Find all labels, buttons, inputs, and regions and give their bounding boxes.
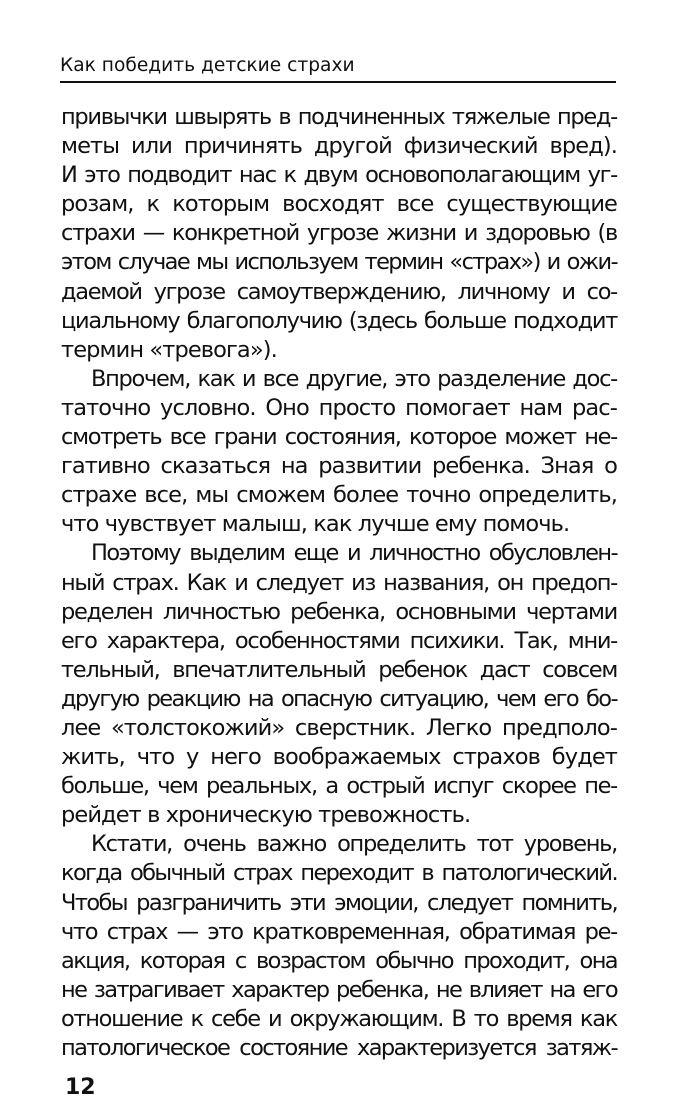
paragraph [61,365,617,540]
text-line: розам, к которым восходят все существующие [61,191,617,218]
page-number: 12 [65,1075,96,1100]
text-line: рейдет в хроническую тревожность. [61,802,471,829]
body-text [61,103,617,1063]
text-line: ный страх. Как и следует из названия, он предоп- [61,569,617,596]
text-line: ределен личностью ребенка, основными чертами [61,598,617,625]
text-line: больше, чем реальных, а острый испуг скорее пе- [61,773,617,800]
text-line: тельный, впечатлительный ребенок даст совсем [61,656,617,683]
text-line: И это подводит нас к двум основополагающим уг- [61,162,617,189]
text-line: термин «тревога»). [61,336,277,363]
text-line: когда обычный страх переходит в патологический. [61,860,617,887]
text-line: акция, которая с возрастом обычно проходит, она [61,947,617,974]
text-line: его характера, особенностями психики. Так, мни- [61,627,617,654]
text-line: страхе все, мы сможем более точно определить, [61,482,617,509]
text-line: отношение к себе и окружающим. В то время как [61,1005,617,1032]
text-line: жить, что у него воображаемых страхов будет [61,744,617,771]
text-line: лее «толстокожий» сверстник. Легко предполо- [61,714,617,741]
running-header-title: Как победить детские страхи [60,54,355,76]
text-line: Поэтому выделим еще и личностно обусловлен- [91,540,617,567]
text-line: смотреть все грани состояния, которое может не- [61,424,617,451]
paragraph [61,830,617,1063]
text-line: патологическое состояние характеризуется затяж- [61,1035,617,1061]
text-line: Впрочем, как и все другие, это разделение дос- [91,365,617,392]
text-line: даемой угрозе самоутверждению, личному и со- [61,278,617,305]
text-line: не затрагивает характер ребенка, не влияет на его [61,976,617,1003]
text-line: что чувствует малыш, как лучше ему помочь. [61,511,570,538]
text-line: этом случае мы используем термин «страх») и ожи- [61,249,617,276]
text-line: привычки швырять в подчиненных тяжелые пред- [61,104,617,130]
text-line: таточно условно. Оно просто помогает нам рас- [61,394,617,421]
paragraph [61,539,617,830]
text-line: циальному благополучию (здесь больше подходит [61,307,617,334]
header-rule [60,81,616,83]
text-line: другую реакцию на опасную ситуацию, чем его бо- [61,685,617,712]
paragraph [61,103,617,365]
text-line: страхи — конкретной угрозе жизни и здоровью (в [61,220,617,247]
text-line: меты или причинять другой физический вред). [61,133,617,160]
running-header [60,47,616,87]
text-line: Чтобы разграничить эти эмоции, следует помнить, [61,889,617,916]
text-line: что страх — это кратковременная, обратимая ре- [61,918,617,945]
text-line: гативно сказаться на развитии ребенка. Зная о [61,453,617,480]
text-line: Кстати, очень важно определить тот уровень, [91,831,617,858]
